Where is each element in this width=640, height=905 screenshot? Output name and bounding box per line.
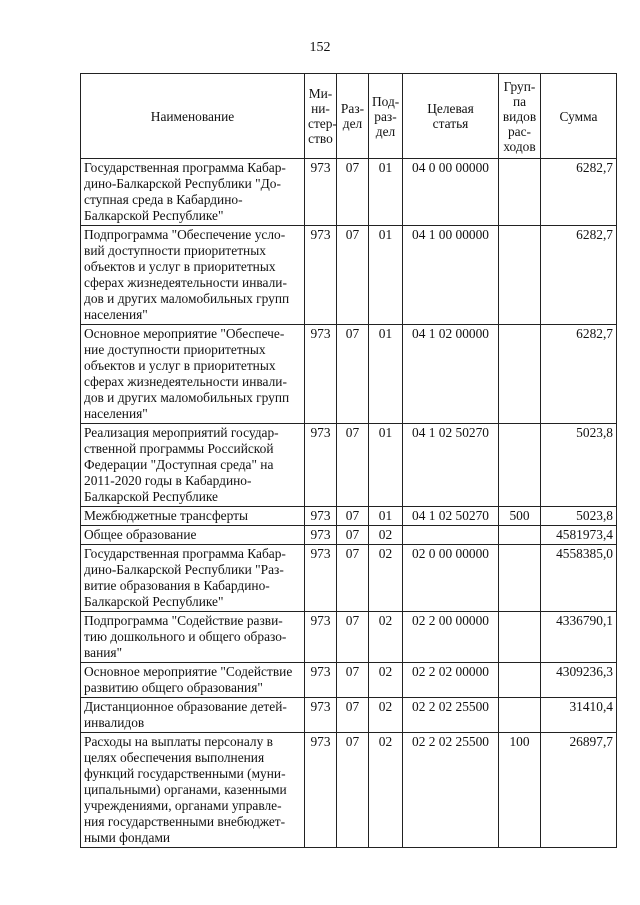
cell-subsection: 01 — [369, 507, 403, 526]
cell-subsection: 01 — [369, 424, 403, 507]
cell-subsection: 01 — [369, 226, 403, 325]
cell-name: Основное мероприятие "Содействие развитию общего образования" — [81, 663, 305, 698]
header-section: Раз- дел — [337, 74, 369, 159]
table-row — [81, 733, 617, 848]
cell-ministry: 973 — [305, 526, 337, 545]
table-row — [81, 663, 617, 698]
cell-name: Расходы на выплаты персоналу в целях обеспечения выполнения функций государственными (муни- ципальными) органами, казенными учреждениями, органами управле- ния государственными внебюджет- ными фондами — [81, 733, 305, 848]
cell-subsection: 02 — [369, 612, 403, 663]
cell-target: 04 0 00 00000 — [403, 159, 499, 226]
cell-target: 02 2 00 00000 — [403, 612, 499, 663]
table-row — [81, 325, 617, 424]
cell-section: 07 — [337, 159, 369, 226]
cell-group — [499, 612, 541, 663]
table-row — [81, 226, 617, 325]
header-ministry: Ми- ни- стер- ство — [305, 74, 337, 159]
table-row — [81, 424, 617, 507]
table-row — [81, 507, 617, 526]
cell-section: 07 — [337, 424, 369, 507]
cell-section: 07 — [337, 545, 369, 612]
header-name: Наименование — [81, 74, 305, 159]
cell-target: 04 1 02 50270 — [403, 424, 499, 507]
cell-name: Основное мероприятие "Обеспече- ние доступности приоритетных объектов и услуг в приоритетных сферах жизнедеятельности инвали- дов и других маломобильных групп населения" — [81, 325, 305, 424]
cell-section: 07 — [337, 612, 369, 663]
cell-ministry: 973 — [305, 159, 337, 226]
cell-name: Государственная программа Кабар- дино-Балкарской Республики "До- ступная среда в Кабардино- Балкарской Республике" — [81, 159, 305, 226]
cell-sum: 6282,7 — [541, 325, 617, 424]
cell-subsection: 02 — [369, 545, 403, 612]
cell-section: 07 — [337, 325, 369, 424]
cell-name: Подпрограмма "Содействие разви- тию дошкольного и общего образо- вания" — [81, 612, 305, 663]
header-sum: Сумма — [541, 74, 617, 159]
cell-sum: 6282,7 — [541, 226, 617, 325]
cell-subsection: 01 — [369, 325, 403, 424]
cell-target: 02 2 02 25500 — [403, 698, 499, 733]
cell-group — [499, 698, 541, 733]
header-subsection: Под- раз- дел — [369, 74, 403, 159]
cell-ministry: 973 — [305, 507, 337, 526]
table-row — [81, 612, 617, 663]
cell-sum: 4336790,1 — [541, 612, 617, 663]
table-row — [81, 526, 617, 545]
budget-table — [80, 73, 617, 848]
cell-target: 02 0 00 00000 — [403, 545, 499, 612]
cell-sum: 5023,8 — [541, 507, 617, 526]
cell-ministry: 973 — [305, 663, 337, 698]
cell-sum: 31410,4 — [541, 698, 617, 733]
cell-ministry: 973 — [305, 424, 337, 507]
cell-target: 04 1 02 50270 — [403, 507, 499, 526]
table-row — [81, 545, 617, 612]
cell-name: Дистанционное образование детей- инвалидов — [81, 698, 305, 733]
cell-group: 500 — [499, 507, 541, 526]
cell-sum: 26897,7 — [541, 733, 617, 848]
cell-subsection: 02 — [369, 663, 403, 698]
cell-target: 04 1 00 00000 — [403, 226, 499, 325]
cell-ministry: 973 — [305, 545, 337, 612]
cell-name: Реализация мероприятий государ- ственной программы Российской Федерации "Доступная среда" на 2011-2020 годы в Кабардино- Балкарской Республике — [81, 424, 305, 507]
cell-sum: 4581973,4 — [541, 526, 617, 545]
cell-section: 07 — [337, 507, 369, 526]
cell-group: 100 — [499, 733, 541, 848]
cell-ministry: 973 — [305, 325, 337, 424]
cell-name: Подпрограмма "Обеспечение усло- вий доступности приоритетных объектов и услуг в приоритетных сферах жизнедеятельности инвали- дов и других маломобильных групп населения" — [81, 226, 305, 325]
cell-group — [499, 545, 541, 612]
cell-section: 07 — [337, 733, 369, 848]
cell-ministry: 973 — [305, 612, 337, 663]
cell-ministry: 973 — [305, 226, 337, 325]
header-group: Груп- па видов рас- ходов — [499, 74, 541, 159]
cell-target: 02 2 02 25500 — [403, 733, 499, 848]
header-target: Целевая статья — [403, 74, 499, 159]
cell-section: 07 — [337, 698, 369, 733]
page-number: 152 — [309, 40, 331, 55]
cell-group — [499, 325, 541, 424]
cell-target: 02 2 02 00000 — [403, 663, 499, 698]
cell-section: 07 — [337, 226, 369, 325]
cell-name: Общее образование — [81, 526, 305, 545]
cell-ministry: 973 — [305, 698, 337, 733]
cell-ministry: 973 — [305, 733, 337, 848]
cell-target — [403, 526, 499, 545]
cell-group — [499, 159, 541, 226]
cell-name: Межбюджетные трансферты — [81, 507, 305, 526]
cell-sum: 6282,7 — [541, 159, 617, 226]
cell-subsection: 02 — [369, 698, 403, 733]
cell-subsection: 01 — [369, 159, 403, 226]
cell-target: 04 1 02 00000 — [403, 325, 499, 424]
cell-section: 07 — [337, 663, 369, 698]
table-header-row — [81, 74, 617, 159]
cell-section: 07 — [337, 526, 369, 545]
cell-subsection: 02 — [369, 733, 403, 848]
cell-subsection: 02 — [369, 526, 403, 545]
table-row — [81, 159, 617, 226]
cell-group — [499, 526, 541, 545]
cell-sum: 4558385,0 — [541, 545, 617, 612]
cell-group — [499, 424, 541, 507]
cell-sum: 5023,8 — [541, 424, 617, 507]
table-row — [81, 698, 617, 733]
cell-group — [499, 663, 541, 698]
cell-group — [499, 226, 541, 325]
cell-sum: 4309236,3 — [541, 663, 617, 698]
cell-name: Государственная программа Кабар- дино-Балкарской Республики "Раз- витие образования в Кабардино- Балкарской Республике" — [81, 545, 305, 612]
